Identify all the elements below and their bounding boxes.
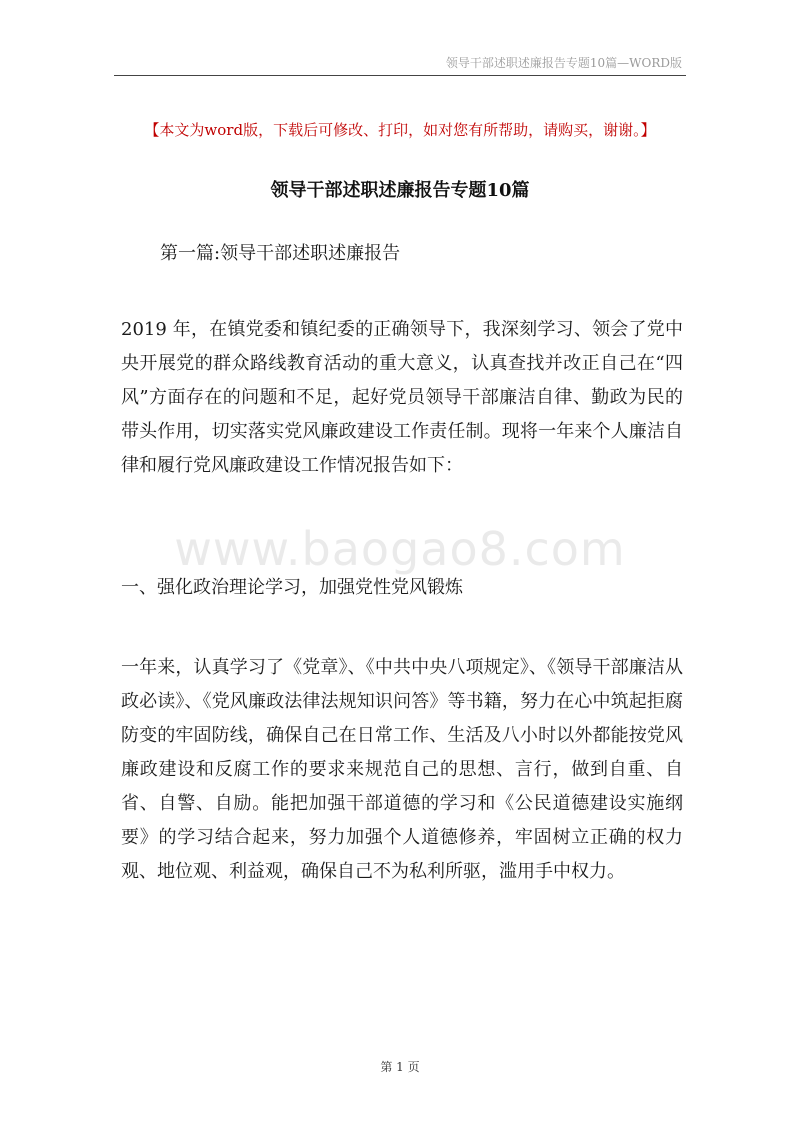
watermark: www.baogao8.com [174, 522, 626, 576]
document-title: 领导干部述职述廉报告专题10篇 [270, 180, 530, 201]
download-notice: 【本文为word版，下载后可修改、打印，如对您有所帮助，请购买，谢谢。】 [144, 121, 656, 139]
section-heading-1: 一、强化政治理论学习，加强党性党风锻炼 [121, 577, 463, 598]
header-divider [114, 75, 686, 76]
section-title: 第一篇:领导干部述职述廉报告 [160, 243, 401, 264]
running-header: 领导干部述职述廉报告专题10篇—WORD版 [445, 56, 682, 70]
body-paragraph-1: 2019 年，在镇党委和镇纪委的正确领导下，我深刻学习、领会了党中央开展党的群众路线教育活动的重大意义，认真查找并改正自己在“四风”方面存在的问题和不足，起好党员领导干部廉洁自律、勤政为民的带头作用，切实落实党风廉政建设工作责任制。现将一年来个人廉洁自律和履行党风廉政建设工作情况报告如下： [121, 319, 683, 476]
page-number: 第 1 页 [380, 1060, 420, 1074]
body-paragraph-2: 一年来，认真学习了《党章》、《中共中央八项规定》、《领导干部廉洁从政必读》、《党风廉政法律法规知识问答》等书籍，努力在心中筑起拒腐防变的牢固防线，确保自己在日常工作、生活及八小时以外都能按党风廉政建设和反腐工作的要求来规范自己的思想、言行，做到自重、自省、自警、自励。能把加强干部道德的学习和《公民道德建设实施纲要》的学习结合起来，努力加强个人道德修养，牢固树立正确的权力观、地位观、利益观，确保自己不为私利所驱，滥用手中权力。 [121, 657, 683, 882]
